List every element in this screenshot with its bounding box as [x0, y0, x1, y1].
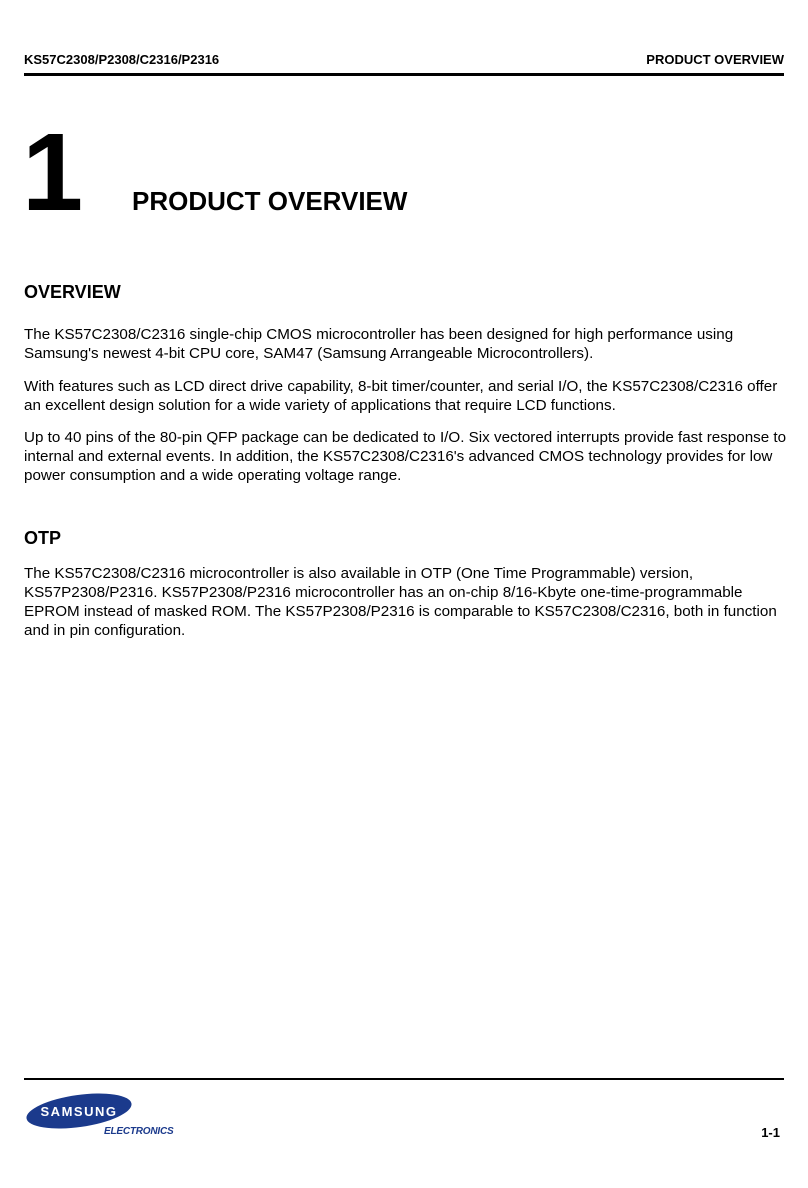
overview-paragraph-2: With features such as LCD direct drive capability, 8-bit timer/counter, and serial I/O, the KS57C2308/C2316 offer an excellent design solution for a wide variety of applications that require LCD functions. [24, 378, 778, 414]
page-number: 1-1 [761, 1125, 780, 1140]
chapter-title: PRODUCT OVERVIEW [132, 186, 408, 216]
otp-paragraph-1: The KS57C2308/C2316 microcontroller is also available in OTP (One Time Programmable) version, KS57P2308/P2316. KS57P2308/P2316 microcontroller has an on-chip 8/16-Kbyte one-time-programmable EPROM instead of masked ROM. The KS57P2308/P2316 is comparable to KS57C2308/C2316, both in function and in pin configuration. [24, 565, 777, 639]
samsung-logo [24, 1092, 134, 1130]
overview-paragraph-1: The KS57C2308/C2316 single-chip CMOS microcontroller has been designed for high performance using Samsung's newest 4-bit CPU core, SAM47 (Samsung Arrangeable Microcontrollers). [24, 326, 734, 362]
chapter-number: 1 [22, 111, 84, 234]
running-header-section: PRODUCT OVERVIEW [646, 52, 784, 67]
overview-paragraph-3: Up to 40 pins of the 80-pin QFP package can be dedicated to I/O. Six vectored interrupts provide fast response to internal and external events. In addition, the KS57C2308/C2316's advanced CMOS technology provides for low power consumption and a wide operating voltage range. [24, 429, 787, 484]
running-header-part-number: KS57C2308/P2308/C2316/P2316 [24, 52, 220, 67]
footer-rule [24, 1078, 784, 1080]
section-heading-otp: OTP [24, 528, 62, 548]
section-heading-overview: OVERVIEW [24, 282, 121, 302]
samsung-logo-subtitle: ELECTRONICS [104, 1126, 174, 1137]
header-rule [24, 73, 784, 76]
samsung-logo-text: SAMSUNG [40, 1104, 118, 1119]
